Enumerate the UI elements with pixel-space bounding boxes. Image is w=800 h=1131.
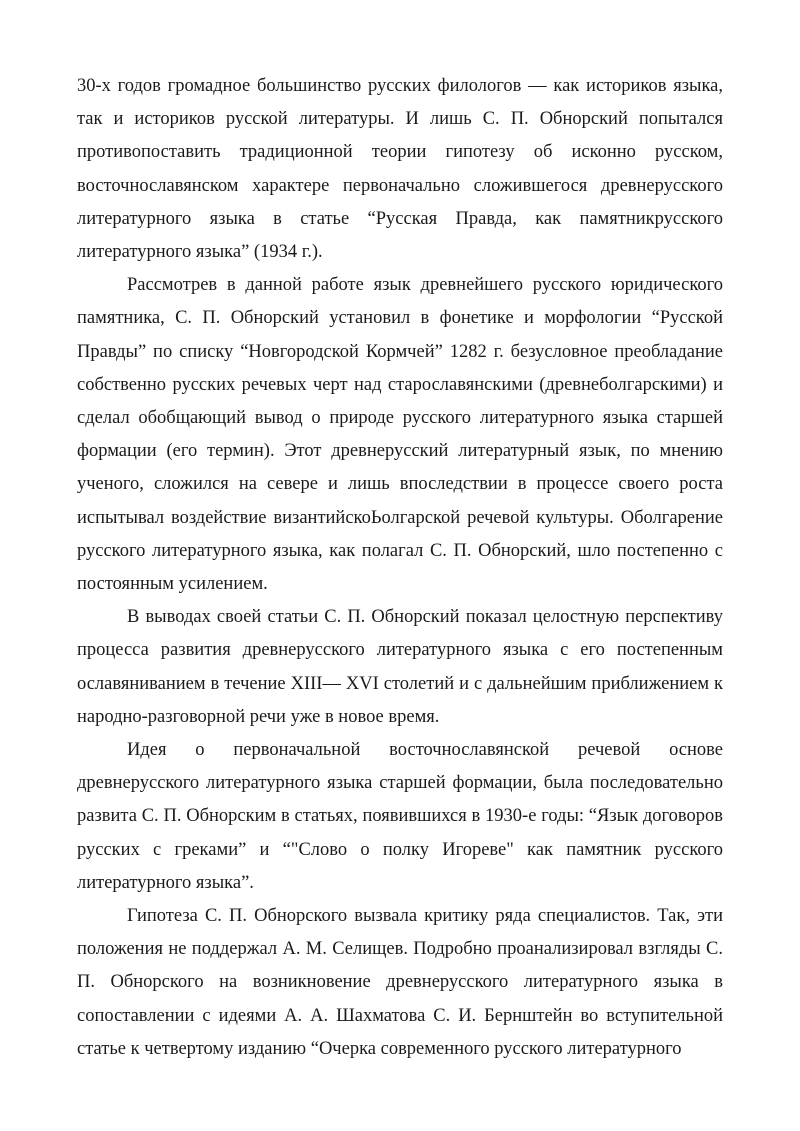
paragraph-3: В выводах своей статьи С. П. Обнорский показал целостную перспективу процесса развития древнерусского литературного языка с его постепенным ославяниванием в течение XIII— XVI столетий и с дальнейшим приближением к народно-разговорной речи уже в новое время. xyxy=(77,607,723,727)
paragraph-5: Гипотеза С. П. Обнорского вызвала критику ряда специалистов. Так, эти положения не поддержал А. М. Селищев. Подробно проанализировал взгляды С. П. Обнорского на возникновение древнерусского литературного языка в сопоставлении с идеями А. А. Шахматова С. И. Бернштейн во вступительной статье к четвертому изданию “Очерка современного русского литературного xyxy=(77,906,723,1059)
paragraph-4: Идея о первоначальной восточнославянской речевой основе древнерусского литературного языка старшей формации, была последовательно развита С. П. Обнорским в статьях, появившихся в 1930-е годы: “Язык договоров русских с греками” и “"Слово о полку Игореве" как памятник русского литературного языка”. xyxy=(77,740,723,893)
paragraph-1: 30-х годов громадное большинство русских филологов — как историков языка, так и историков русской литературы. И лишь С. П. Обнорский попытался противопоставить традиционной теории гипотезу об исконно русском, восточнославянском характере первоначально сложившегося древнерусского литературного языка в статье “Русская Правда, как памятникрусского литературного языка” (1934 г.). xyxy=(77,76,723,263)
document-page xyxy=(77,70,723,1066)
paragraph-2: Рассмотрев в данной работе язык древнейшего русского юридического памятника, С. П. Обнорский установил в фонетике и морфологии “Русской Правды” по списку “Новгородской Кормчей” 1282 г. безусловное преобладание собственно русских речевых черт над старославянскими (древнеболгарскими) и сделал обобщающий вывод о природе русского литературного языка старшей формации (его термин). Этот древнерусский литературный язык, по мнению ученого, сложился на севере и лишь впоследствии в процессе своего роста испытывал воздействие византийскоЬолгарской речевой культуры. Оболгарение русского литературного языка, как полагал С. П. Обнорский, шло постепенно с постоянным усилением. xyxy=(77,275,723,595)
